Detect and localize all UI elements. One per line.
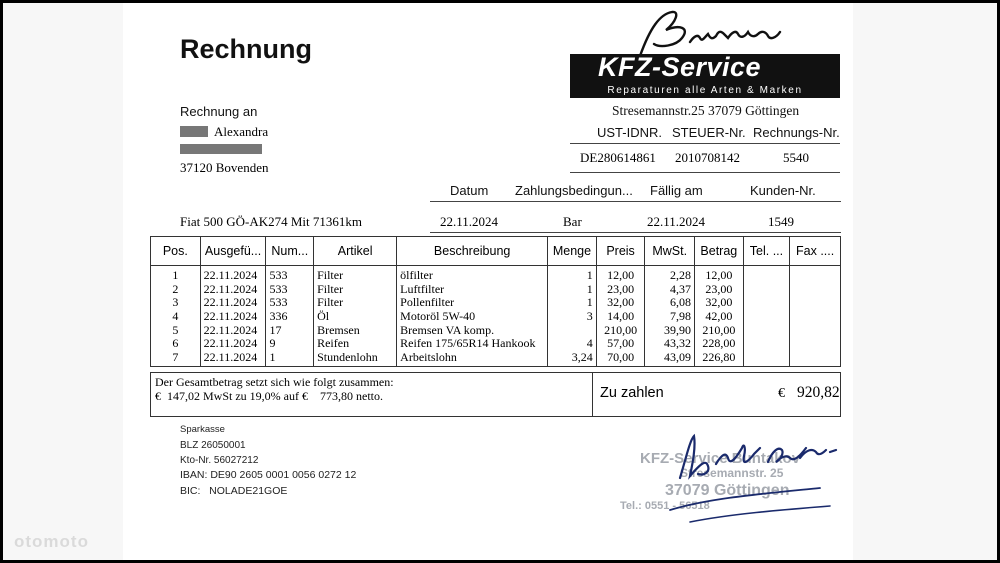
cell-artikel: Filter: [314, 283, 397, 297]
page-title: Rechnung: [180, 34, 312, 64]
header-rule: [570, 172, 840, 173]
cell-mwst: 43,32: [645, 337, 695, 351]
meta-faellig-value: 22.11.2024: [647, 214, 706, 229]
cell-date: 22.11.2024: [200, 351, 266, 367]
bank-iban: IBAN: DE90 2605 0001 0056 0272 12: [180, 469, 357, 481]
cell-beschreibung: Reifen 175/65R14 Hankook: [397, 337, 548, 351]
stamp-line-2: Stresemannstr. 25: [680, 466, 784, 480]
cell-betrag: 23,00: [695, 283, 744, 297]
ust-value: DE280614861: [580, 150, 656, 165]
cell-pos: 2: [151, 283, 201, 297]
stamp-line-1: KFZ-Service Buntakov: [640, 450, 801, 467]
cell-betrag: 226,80: [695, 351, 744, 367]
cell-mwst: 7,98: [645, 310, 695, 324]
redaction-block: [180, 144, 262, 154]
table-row: [151, 283, 841, 297]
cell-betrag: 228,00: [695, 337, 744, 351]
cell-mwst: 43,09: [645, 351, 695, 367]
cell-tel: [743, 283, 790, 297]
cell-beschreibung: Motoröl 5W-40: [397, 310, 548, 324]
col-header-menge: Menge: [548, 237, 597, 266]
cell-tel: [743, 337, 790, 351]
cell-num: 533: [266, 266, 314, 283]
cell-preis: 23,00: [596, 283, 645, 297]
meta-kunden-value: 1549: [768, 214, 794, 229]
meta-header-faellig: Fällig am: [650, 183, 703, 198]
cell-num: 17: [266, 323, 314, 337]
col-header-fax: Fax ....: [790, 237, 841, 266]
rechnr-label: Rechnungs-Nr.: [753, 125, 840, 140]
cell-fax: [790, 323, 841, 337]
col-header-date: Ausgefü...: [200, 237, 266, 266]
steuer-label: STEUER-Nr.: [672, 125, 746, 140]
watermark-logo: otomoto: [14, 532, 89, 551]
currency-symbol: €: [778, 386, 785, 401]
company-address: Stresemannstr.25 37079 Göttingen: [612, 103, 800, 118]
company-tagline: Reparaturen alle Arten & Marken: [570, 84, 840, 98]
cell-tel: [743, 351, 790, 367]
table-row: [151, 351, 841, 367]
cell-tel: [743, 310, 790, 324]
cell-preis: 70,00: [596, 351, 645, 367]
company-name: KFZ-Service: [598, 52, 762, 82]
cell-beschreibung: Arbeitslohn: [397, 351, 548, 367]
cell-fax: [790, 337, 841, 351]
cell-pos: 4: [151, 310, 201, 324]
cell-pos: 3: [151, 296, 201, 310]
recipient-city: 37120 Bovenden: [180, 160, 269, 175]
cell-num: 1: [266, 351, 314, 367]
redaction-block: [180, 126, 208, 137]
col-header-artikel: Artikel: [314, 237, 397, 266]
cell-num: 336: [266, 310, 314, 324]
cell-artikel: Bremsen: [314, 323, 397, 337]
meta-rule: [430, 232, 841, 233]
cell-tel: [743, 323, 790, 337]
cell-pos: 1: [151, 266, 201, 283]
cell-menge: 1: [548, 283, 597, 297]
summary-divider: [592, 373, 593, 416]
cell-mwst: 2,28: [645, 266, 695, 283]
cell-beschreibung: ölfilter: [397, 266, 548, 283]
cell-fax: [790, 296, 841, 310]
cell-pos: 7: [151, 351, 201, 367]
cell-preis: 14,00: [596, 310, 645, 324]
col-header-pos: Pos.: [151, 237, 201, 266]
cell-mwst: 39,90: [645, 323, 695, 337]
cell-date: 22.11.2024: [200, 323, 266, 337]
cell-num: 533: [266, 283, 314, 297]
cell-mwst: 4,37: [645, 283, 695, 297]
total-amount: 920,82: [797, 384, 840, 401]
cell-tel: [743, 266, 790, 283]
col-header-preis: Preis: [596, 237, 645, 266]
cell-tel: [743, 296, 790, 310]
cell-artikel: Filter: [314, 266, 397, 283]
vehicle-info: Fiat 500 GÖ-AK274 Mit 71361km: [180, 214, 362, 229]
recipient-name: Alexandra: [214, 124, 269, 139]
cell-num: 9: [266, 337, 314, 351]
cell-menge: 4: [548, 337, 597, 351]
meta-rule: [430, 201, 841, 202]
cell-date: 22.11.2024: [200, 310, 266, 324]
cell-fax: [790, 283, 841, 297]
meta-header-zahlung: Zahlungsbedingun...: [515, 183, 633, 198]
cell-menge: 1: [548, 266, 597, 283]
handwritten-signature: [650, 418, 870, 530]
table-row: [151, 310, 841, 324]
cell-preis: 57,00: [596, 337, 645, 351]
cell-betrag: 12,00: [695, 266, 744, 283]
col-header-betrag: Betrag: [695, 237, 744, 266]
table-row: [151, 266, 841, 283]
bank-blz: BLZ 26050001: [180, 440, 246, 451]
cell-artikel: Öl: [314, 310, 397, 324]
table-row: [151, 323, 841, 337]
cell-menge: [548, 323, 597, 337]
cell-menge: 3,24: [548, 351, 597, 367]
cell-betrag: 32,00: [695, 296, 744, 310]
steuer-value: 2010708142: [675, 150, 740, 165]
table-header-row: [151, 237, 841, 266]
stamp-line-3: 37079 Göttingen: [665, 482, 790, 499]
meta-datum-value: 22.11.2024: [440, 214, 499, 229]
invoice-items-table: [150, 236, 841, 367]
cell-preis: 32,00: [596, 296, 645, 310]
zu-zahlen-label: Zu zahlen: [600, 385, 664, 401]
cell-artikel: Reifen: [314, 337, 397, 351]
cell-artikel: Filter: [314, 296, 397, 310]
cell-beschreibung: Bremsen VA komp.: [397, 323, 548, 337]
ust-label: UST-IDNR.: [597, 125, 662, 140]
stamp-line-4: Tel.: 0551 - 56518: [620, 500, 710, 512]
summary-line-1: Der Gesamtbetrag setzt sich wie folgt zusammen:: [155, 375, 394, 389]
cell-menge: 1: [548, 296, 597, 310]
recipient-label: Rechnung an: [180, 104, 258, 119]
bank-bic: BIC: NOLADE21GOE: [180, 485, 288, 497]
col-header-mwst: MwSt.: [645, 237, 695, 266]
cell-artikel: Stundenlohn: [314, 351, 397, 367]
meta-zahlung-value: Bar: [563, 214, 582, 229]
cell-date: 22.11.2024: [200, 296, 266, 310]
cell-mwst: 6,08: [645, 296, 695, 310]
cell-beschreibung: Luftfilter: [397, 283, 548, 297]
col-header-tel: Tel. ...: [743, 237, 790, 266]
rechnr-value: 5540: [783, 150, 809, 165]
cell-menge: 3: [548, 310, 597, 324]
cell-date: 22.11.2024: [200, 283, 266, 297]
col-header-num: Num...: [266, 237, 314, 266]
table-row: [151, 296, 841, 310]
bank-kto: Kto-Nr. 56027212: [180, 455, 259, 466]
summary-line-2: € 147,02 MwSt zu 19,0% auf € 773,80 netto.: [155, 389, 383, 403]
header-rule: [570, 143, 840, 144]
col-header-beschreibung: Beschreibung: [397, 237, 548, 266]
cell-fax: [790, 266, 841, 283]
cell-beschreibung: Pollenfilter: [397, 296, 548, 310]
cell-fax: [790, 351, 841, 367]
cell-preis: 210,00: [596, 323, 645, 337]
cell-betrag: 42,00: [695, 310, 744, 324]
cell-date: 22.11.2024: [200, 266, 266, 283]
cell-pos: 5: [151, 323, 201, 337]
cell-date: 22.11.2024: [200, 337, 266, 351]
cell-num: 533: [266, 296, 314, 310]
table-row: [151, 337, 841, 351]
cell-preis: 12,00: [596, 266, 645, 283]
meta-header-kunden: Kunden-Nr.: [750, 183, 816, 198]
bank-name: Sparkasse: [180, 424, 225, 435]
meta-header-datum: Datum: [450, 183, 489, 198]
cell-fax: [790, 310, 841, 324]
cell-betrag: 210,00: [695, 323, 744, 337]
cell-pos: 6: [151, 337, 201, 351]
